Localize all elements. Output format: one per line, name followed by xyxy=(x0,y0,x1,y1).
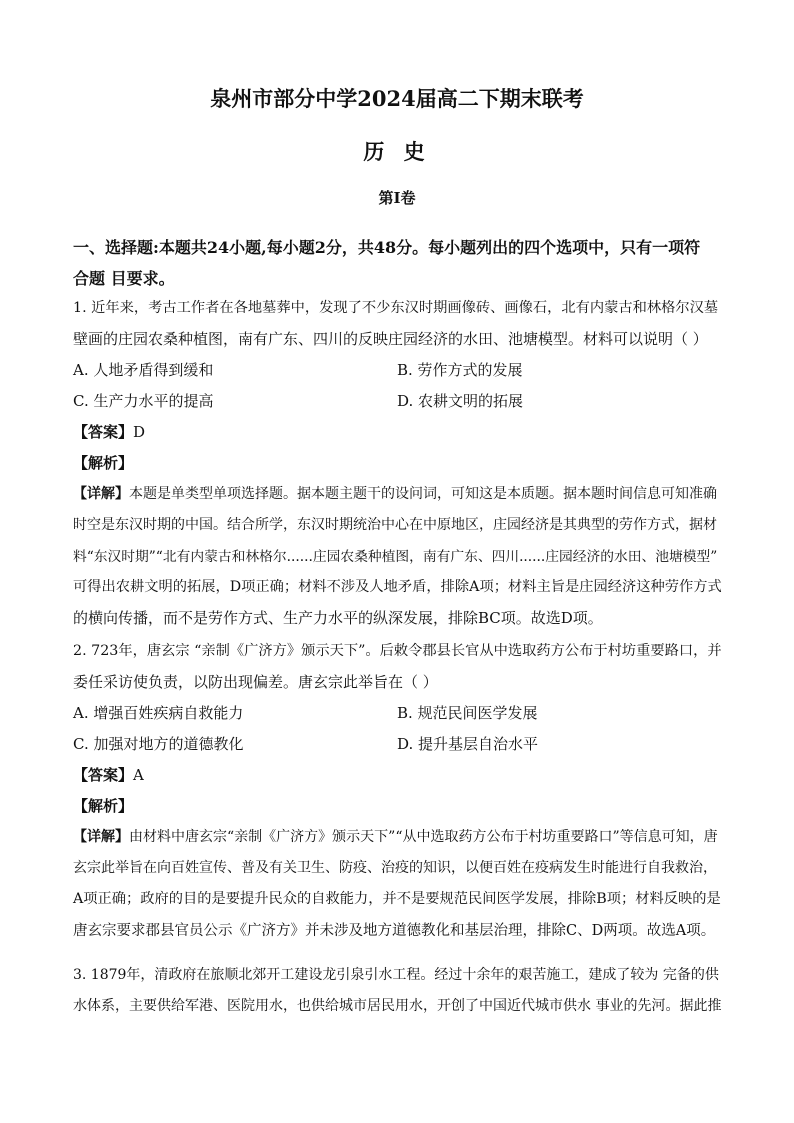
q1-option-c: C. 生产力水平的提高 xyxy=(73,392,214,410)
q1-option-b: B. 劳作方式的发展 xyxy=(397,361,523,379)
q2-option-c: C. 加强对地方的道德教化 xyxy=(73,735,244,753)
section-heading-line1: 一、选择题:本题共24小题,每小题2分，共48分。每小题列出的四个选项中，只有一项符 xyxy=(73,238,701,257)
q2-detail-text1: 由材料中唐玄宗“亲制《广济方》颁示天下”“从中选取药方公布于村坊重要路口”等信息可知，唐 xyxy=(129,829,718,845)
q2-stem-line2: 委任采访使负责，以防出现偏差。唐玄宗此举旨在（ ） xyxy=(73,673,438,691)
q1-analysis xyxy=(73,452,133,473)
q2-option-b: B. 规范民间医学发展 xyxy=(397,704,538,722)
q1-detail-line2: 时空是东汉时期的中国。结合所学，东汉时期统治中心在中原地区，庄园经济是其典型的劳作方式，据材 xyxy=(73,517,717,533)
exam-title: 泉州市部分中学2024届高二下期末联考 xyxy=(210,86,584,111)
q2-detail-line2: 玄宗此举旨在向百姓宣传、普及有关卫生、防疫、治疫的知识，以便百姓在疫病发生时能进行自我救治， xyxy=(73,860,717,876)
subject-title: 历 史 xyxy=(363,139,431,164)
q2-answer-value: A xyxy=(133,766,144,784)
q2-answer xyxy=(73,764,144,785)
q2-detail-line1 xyxy=(73,826,718,846)
q2-answer-label: 【答案】 xyxy=(73,766,134,784)
q2-detail-line3: A项正确；政府的目的是要提升民众的自救能力，并不是要规范民间医学发展，排除B项；材料反映的是 xyxy=(73,891,721,907)
q1-detail-line5: 的横向传播，而不是劳作方式、生产力水平的纵深发展，排除BC项。故选D项。 xyxy=(73,609,603,627)
q2-detail-line4: 唐玄宗要求郡县官员公示《广济方》并未涉及地方道德教化和基层治理，排除C、D两项。故选A项。 xyxy=(73,923,716,939)
q1-detail-text1: 本题是单类型单项选择题。据本题主题干的设问词，可知这是本质题。据本题时间信息可知准确 xyxy=(129,486,717,502)
q1-detail-label: 【详解】 xyxy=(73,486,129,502)
q2-option-d: D. 提升基层自治水平 xyxy=(397,735,539,753)
q1-detail-line3: 料“东汉时期”“北有内蒙古和林格尔......庄园农桑种植图，南有广东、四川......庄园经济的水田、池塘模型” xyxy=(73,549,718,565)
volume-label: 第I卷 xyxy=(378,189,416,207)
q2-analysis-label: 【解析】 xyxy=(73,797,134,815)
q2-option-a: A. 增强百姓疾病自救能力 xyxy=(73,704,244,722)
q2-stem-line1: 2. 723年，唐玄宗 “亲制《广济方》颁示天下”。后敕令郡县长官从中选取药方公布于村坊重要路口，并 xyxy=(73,643,722,659)
q1-option-d: D. 农耕文明的拓展 xyxy=(397,392,524,410)
q2-analysis xyxy=(73,795,133,816)
q1-analysis-label: 【解析】 xyxy=(73,454,134,472)
section-heading-line2: 合题 目要求。 xyxy=(73,269,175,288)
q3-stem-line1: 3. 1879年，清政府在旅顺北郊开工建设龙引泉引水工程。经过十余年的艰苦施工，建成了较为 完备的供 xyxy=(73,967,719,983)
q1-option-a: A. 人地矛盾得到缓和 xyxy=(73,361,214,379)
q1-detail-line1 xyxy=(73,483,717,503)
q2-detail-label: 【详解】 xyxy=(73,829,129,845)
q1-answer xyxy=(73,421,145,442)
q1-stem-line1: 1. 近年来，考古工作者在各地墓葬中，发现了不少东汉时期画像砖、画像石，北有内蒙古和林格尔汉墓 xyxy=(73,300,719,316)
q3-stem-line2: 水体系，主要供给军港、医院用水，也供给城市居民用水，开创了中国近代城市供水 事业的先河。据此推 xyxy=(73,998,722,1014)
q1-detail-line4: 可得出农耕文明的拓展，D项正确；材料不涉及人地矛盾，排除A项；材料主旨是庄园经济这种劳作方式 xyxy=(73,579,722,595)
q1-stem-line2: 壁画的庄园农桑种植图，南有广东、四川的反映庄园经济的水田、池塘模型。材料可以说明（ ） xyxy=(73,330,708,348)
q1-answer-value: D xyxy=(133,423,146,441)
q1-answer-label: 【答案】 xyxy=(73,423,134,441)
